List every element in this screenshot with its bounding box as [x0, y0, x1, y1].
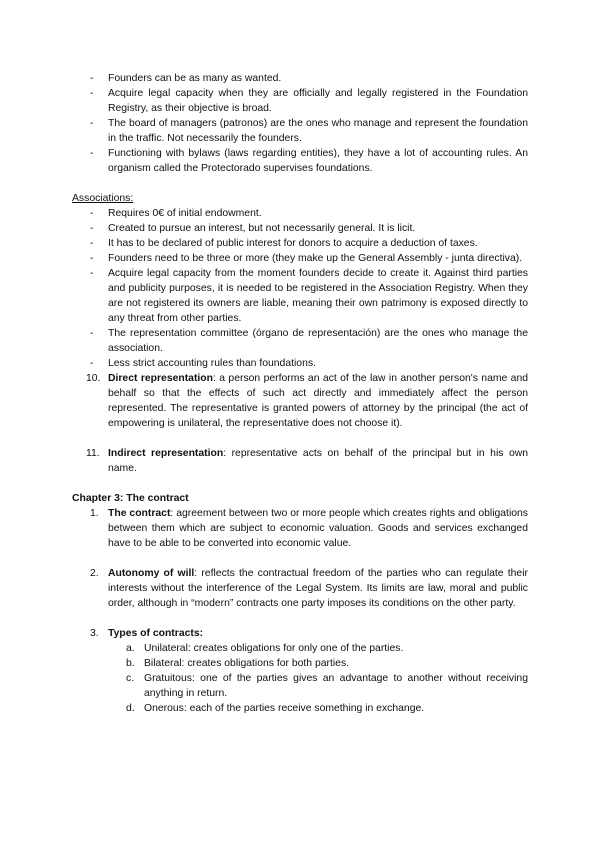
- list-item: [126, 701, 528, 716]
- list-item: - Acquire legal capacity when they are officially and legally registered in the Foundation Registry, as their objective is broad.: [108, 86, 528, 116]
- list-item: - Less strict accounting rules than foundations.: [108, 356, 528, 371]
- numbered-item-autonomy-of-will: [90, 566, 528, 611]
- item-term: Autonomy of will: [108, 568, 195, 579]
- numbered-item-types-of-contracts: [90, 626, 528, 716]
- list-item: - Created to pursue an interest, but not necessarily general. It is licit.: [108, 221, 528, 236]
- list-item: - The representation committee (órgano de representación) are the ones who manage the association.: [108, 326, 528, 356]
- contract-types-list: [108, 641, 528, 716]
- item-term: Direct representation: [108, 373, 214, 384]
- list-item: - Functioning with bylaws (laws regarding entities), they have a lot of accounting rules. An organism called the Protectorado supervises foundations.: [108, 146, 528, 176]
- item-text: Gratuitous: one of the parties gives an advantage to another without receiving anything in return.: [144, 673, 528, 699]
- foundations-list: [72, 71, 528, 176]
- numbered-item-the-contract: [90, 506, 529, 551]
- item-number: 3.: [90, 628, 99, 639]
- list-item: - Founders can be as many as wanted.: [108, 71, 528, 86]
- associations-list: [72, 206, 528, 371]
- list-item: [126, 671, 528, 701]
- item-text: : agreement between two or more people which creates rights and obligations between them which are subject to economic valuation. Goods and services exchanged have to be able to be converted into economic value.: [108, 508, 529, 549]
- item-letter: a.: [126, 643, 135, 654]
- item-text: : a person performs an act of the law in another person's name and behalf so that the effects of such act directly and immediately affect the person represented. The representative is granted powers of attorney by the principal (the act of empowering is unilateral, the representative does not choose it).: [108, 373, 529, 429]
- item-number: 11.: [86, 448, 100, 459]
- item-number: 2.: [90, 568, 99, 579]
- item-text: Bilateral: creates obligations for both parties.: [144, 658, 350, 669]
- item-text: : representative acts on behalf of the principal but in his own name.: [108, 448, 528, 474]
- document-body: [72, 71, 528, 716]
- list-item: - The board of managers (patronos) are the ones who manage and represent the foundation in the traffic. Not necessarily the founders.: [108, 116, 528, 146]
- item-term: Indirect representation: [108, 448, 224, 459]
- list-item: - Requires 0€ of initial endowment.: [108, 206, 528, 221]
- associations-heading: Associations:: [72, 193, 134, 204]
- contract-list: [72, 506, 528, 716]
- item-number: 1.: [90, 508, 99, 519]
- item-letter: d.: [126, 703, 135, 714]
- list-item: - Acquire legal capacity from the moment founders decide to create it. Against third parties and publicity purposes, it is needed to be registered in the Association Registry. When they are not registered its owners are liable, meaning their own patrimony is exposed directly to any threat from other parties.: [108, 266, 528, 326]
- list-item: - Founders need to be three or more (they make up the General Assembly - junta directiva).: [108, 251, 528, 266]
- list-item: [126, 656, 528, 671]
- item-text: Onerous: each of the parties receive something in exchange.: [144, 703, 425, 714]
- chapter-title: Chapter 3: The contract: [72, 493, 189, 504]
- numbered-item-direct-representation: [86, 371, 529, 431]
- item-term: The contract: [108, 508, 171, 519]
- representation-list: [72, 371, 528, 476]
- list-item: - It has to be declared of public interest for donors to acquire a deduction of taxes.: [108, 236, 528, 251]
- item-text: Unilateral: creates obligations for only one of the parties.: [144, 643, 404, 654]
- item-letter: c.: [126, 673, 135, 684]
- numbered-item-indirect-representation: [86, 446, 528, 476]
- item-term: Types of contracts:: [108, 628, 204, 639]
- item-letter: b.: [126, 658, 135, 669]
- item-text: : reflects the contractual freedom of the parties who can regulate their interests without the interference of the Legal System. Its limits are law, moral and public order, although in “modern” contracts one party imposes its conditions on the other party.: [108, 568, 528, 609]
- list-item: [126, 641, 528, 656]
- item-number: 10.: [86, 373, 101, 384]
